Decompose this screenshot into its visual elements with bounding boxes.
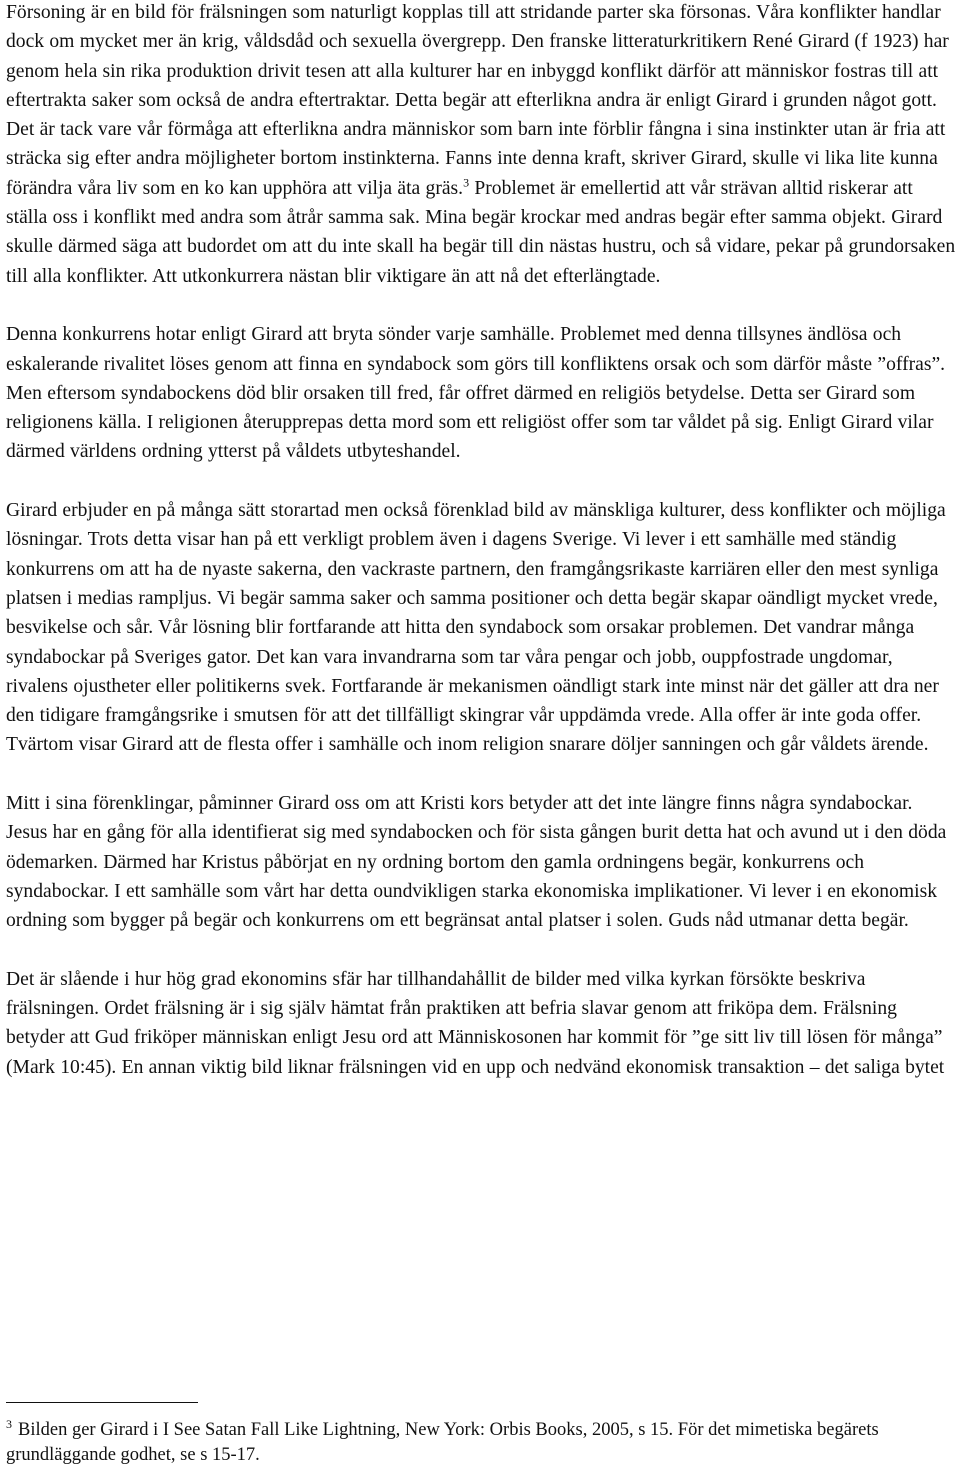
paragraph-3: Girard erbjuder en på många sätt storartad men också förenklad bild av mänskliga kulturer, dess konflikter och möjliga lösningar. Trots detta visar han på ett verkligt problem även i dagens Sverige. Vi lever i ett samhälle med ständig konkurrens om att ha de nyaste sakerna, den vackraste partnern, den framgångsrikaste karriären eller den mest synliga platsen i medias rampljus. Vi begär samma saker och samma positioner och detta begär skapar oändligt mycket vrede, besvikelse och sår. Vår lösning blir fortfarande att hitta den syndabock som orsakar problemen. Det vandrar många syndabockar på Sveriges gator. Det kan vara invandrarna som tar våra pengar och jobb, ouppfostrade ungdomar, rivalens ojustheter eller politikerns svek. Fortfarande är mekanismen oändligt stark inte minst när det gäller att dra ner den tidigare framgångsrike i smutsen för att det tillfälligt skingrar vår uppdämda vrede. Alla offer är inte goda offer. Tvärtom visar Girard att de flesta offer i samhälle och inom religion snarare döljer sanningen och går våldets ärende.: [6, 500, 946, 756]
footnote-number: 3: [6, 1416, 12, 1431]
footnote-separator: [6, 1402, 198, 1403]
footnote-text: Bilden ger Girard i I See Satan Fall Like Lightning, New York: Orbis Books, 2005, s 15. För det mimetiska begärets grundläggande godhet, se s 15-17.: [6, 1420, 879, 1465]
paragraph-4: Mitt i sina förenklingar, påminner Girard oss om att Kristi kors betyder att det inte längre finns några syndabockar. Jesus har en gång för alla identifierat sig med syndabocken och för sista gången burit detta hat och avund ut i den döda ödemarken. Därmed har Kristus påbörjat en ny ordning bortom den gamla ordningens begär, konkurrens och syndabockar. I ett samhälle som vårt har detta oundvikligen starka ekonomiska implikationer. Vi lever i en ekonomisk ordning som bygger på begär och konkurrens om ett begränsat antal platser i solen. Guds nåd utmanar detta begär.: [6, 793, 947, 932]
paragraph-1-text-cont: Problemet är emellertid att vår strävan alltid riskerar att ställa oss i konflikt med andra som åtrår samma sak. Mina begär krockar med andras begär efter samma objekt. Girard skulle därmed säga att budordet om att du inte skall ha begär till din nästas hustru, och så vidare, pekar på grundorsaken till alla konflikter. Att utkonkurrera nästan blir viktigare än att nå det efterlängtade.: [6, 177, 956, 287]
footnote: [6, 1418, 954, 1467]
document-body: [6, 0, 956, 1082]
footnote-reference[interactable]: 3: [463, 175, 470, 190]
paragraph-spacer: [6, 291, 956, 320]
paragraph-2: Denna konkurrens hotar enligt Girard att bryta sönder varje samhälle. Problemet med denna tillsynes ändlösa och eskalerande rivalitet löses genom att finna en syndabock som görs till konfliktens orsak och som därför måste ”offras”. Men eftersom syndabockens död blir orsaken till fred, får offret därmed en religiös betydelse. Detta ser Girard som religionens källa. I religionen återupprepas detta mord som ett religiöst offer som tar våldet på sig. Enligt Girard vilar därmed världens ordning ytterst på våldets utbyteshandel.: [6, 324, 946, 463]
paragraph-5: Det är slående i hur hög grad ekonomins sfär har tillhandahållit de bilder med vilka kyrkan försökte beskriva frälsningen. Ordet frälsning är i sig själv hämtat från praktiken att befria slavar genom att friköpa dem. Frälsning betyder att Gud friköper människan enligt Jesu ord att Människosonen har kommit för ”ge sitt liv till lösen för många” (Mark 10:45). En annan viktig bild liknar frälsningen vid en upp och nedvänd ekonomisk transaktion – det saliga bytet: [6, 968, 945, 1078]
paragraph-spacer: [6, 467, 956, 496]
paragraph-1-text: Försoning är en bild för frälsningen som naturligt kopplas till att stridande parter ska försonas. Våra konflikter handlar dock om mycket mer än krig, våldsdåd och sexuella övergrepp. Den franske litteraturkritikern René Girard (f 1923) har genom hela sin rika produktion drivit tesen att alla kulturer har en inbyggd konflikt därför att människor fostras till att eftertrakta saker som också de andra eftertraktar. Detta begär att efterlikna andra är enligt Girard i grunden något gott. Det är tack vare vår förmåga att efterlikna andra människor som barn inte förblir fångna i sina instinkter utan är fria att sträcka sig efter andra möjligheter bortom instinkterna. Fanns inte denna kraft, skriver Girard, skulle vi lika lite kunna förändra våra liv som en ko kan upphöra att vilja äta gräs.: [6, 2, 949, 199]
paragraph-spacer: [6, 760, 956, 789]
paragraph-spacer: [6, 936, 956, 965]
paragraph-1: [6, 0, 956, 291]
